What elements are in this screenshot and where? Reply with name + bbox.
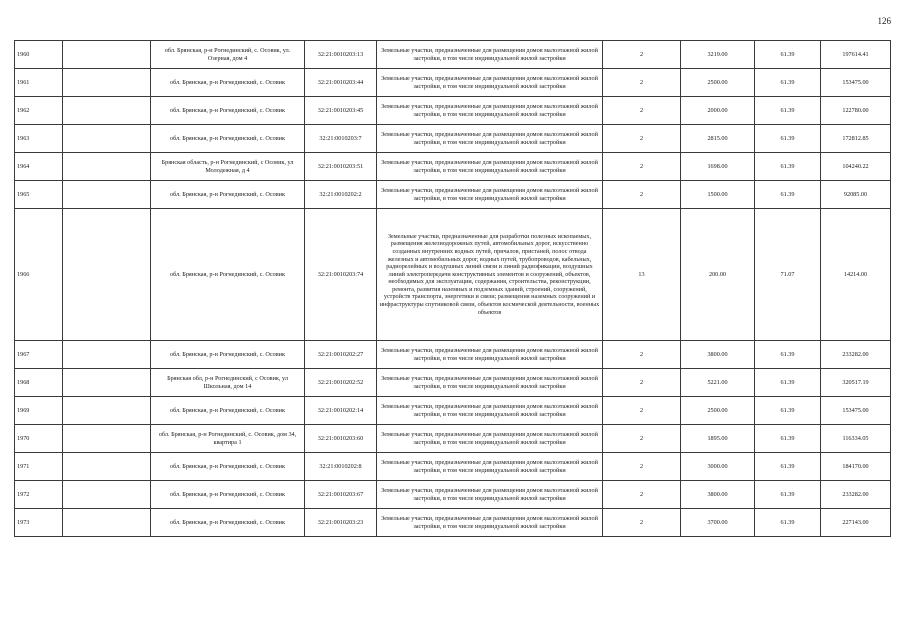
spacer-cell	[63, 69, 151, 97]
cadastral-value-cell: 197614.41	[821, 41, 891, 69]
cadastral-number-cell: 32:21:0010203:60	[305, 425, 377, 453]
row-number: 1966	[15, 209, 63, 341]
cadastral-value-cell: 92085.00	[821, 181, 891, 209]
row-number: 1970	[15, 425, 63, 453]
row-number: 1964	[15, 153, 63, 181]
land-use-cell: Земельные участки, предназначенные для размещения домов малоэтажной жилой застройки, в том числе индивидуальной жилой застройки	[377, 125, 603, 153]
cadastral-number-cell: 32:21:0010203:67	[305, 481, 377, 509]
category-cell: 2	[603, 181, 681, 209]
land-use-cell: Земельные участки, предназначенные для размещения домов малоэтажной жилой застройки, в том числе индивидуальной жилой застройки	[377, 369, 603, 397]
area-cell: 3700.00	[681, 509, 755, 537]
land-use-cell: Земельные участки, предназначенные для размещения домов малоэтажной жилой застройки, в том числе индивидуальной жилой застройки	[377, 181, 603, 209]
table-row	[15, 125, 891, 153]
category-cell: 2	[603, 153, 681, 181]
rate-cell: 61.39	[755, 41, 821, 69]
address-cell: обл. Брянская, р-н Рогнединский, с. Осовик	[151, 181, 305, 209]
spacer-cell	[63, 369, 151, 397]
land-use-cell: Земельные участки, предназначенные для размещения домов малоэтажной жилой застройки, в том числе индивидуальной жилой застройки	[377, 509, 603, 537]
land-use-cell: Земельные участки, предназначенные для размещения домов малоэтажной жилой застройки, в том числе индивидуальной жилой застройки	[377, 453, 603, 481]
spacer-cell	[63, 509, 151, 537]
cadastral-number-cell: 32:21:0010203:13	[305, 41, 377, 69]
table-body	[15, 41, 891, 537]
cadastral-value-cell: 116334.05	[821, 425, 891, 453]
cadastral-value-cell: 153475.00	[821, 69, 891, 97]
rate-cell: 61.39	[755, 153, 821, 181]
spacer-cell	[63, 425, 151, 453]
area-cell: 3219.00	[681, 41, 755, 69]
spacer-cell	[63, 181, 151, 209]
address-cell: обл. Брянская, р-н Рогнединский, с. Осовик	[151, 509, 305, 537]
address-cell: обл. Брянская, р-н Рогнединский, с. Осовик, дом 34, квартира 1	[151, 425, 305, 453]
cadastral-number-cell: 32:21:0010203:7	[305, 125, 377, 153]
address-cell: обл. Брянская, р-н Рогнединский, с. Осовик	[151, 97, 305, 125]
category-cell: 2	[603, 69, 681, 97]
category-cell: 2	[603, 369, 681, 397]
cadastral-number-cell: 32:21:0010203:45	[305, 97, 377, 125]
cadastral-value-cell: 320517.19	[821, 369, 891, 397]
row-number: 1972	[15, 481, 63, 509]
spacer-cell	[63, 97, 151, 125]
category-cell: 2	[603, 453, 681, 481]
category-cell: 2	[603, 481, 681, 509]
table-row	[15, 369, 891, 397]
address-cell: обл. Брянская, р-н Рогнединский, с. Осовик	[151, 209, 305, 341]
row-number: 1962	[15, 97, 63, 125]
area-cell: 2815.00	[681, 125, 755, 153]
cadastral-value-cell: 104240.22	[821, 153, 891, 181]
spacer-cell	[63, 209, 151, 341]
table-row	[15, 509, 891, 537]
cadastral-value-cell: 122780.00	[821, 97, 891, 125]
land-use-cell: Земельные участки, предназначенные для размещения домов малоэтажной жилой застройки, в том числе индивидуальной жилой застройки	[377, 153, 603, 181]
cadastral-number-cell: 32:21:0010203:74	[305, 209, 377, 341]
category-cell: 2	[603, 425, 681, 453]
rate-cell: 61.39	[755, 397, 821, 425]
land-use-cell: Земельные участки, предназначенные для размещения домов малоэтажной жилой застройки, в том числе индивидуальной жилой застройки	[377, 341, 603, 369]
row-number: 1971	[15, 453, 63, 481]
spacer-cell	[63, 125, 151, 153]
address-cell: Брянская область, р-н Рогнединский, с Осовик, ул Молодежная, д 4	[151, 153, 305, 181]
category-cell: 2	[603, 341, 681, 369]
land-use-cell: Земельные участки, предназначенные для размещения домов малоэтажной жилой застройки, в том числе индивидуальной жилой застройки	[377, 397, 603, 425]
area-cell: 2000.00	[681, 97, 755, 125]
cadastral-number-cell: 32:21:0010202:52	[305, 369, 377, 397]
table-row	[15, 97, 891, 125]
row-number: 1968	[15, 369, 63, 397]
address-cell: обл. Брянская, р-н Рогнединский, с. Осовик	[151, 397, 305, 425]
land-use-cell: Земельные участки, предназначенные для размещения домов малоэтажной жилой застройки, в том числе индивидуальной жилой застройки	[377, 41, 603, 69]
cadastral-value-cell: 233282.00	[821, 481, 891, 509]
cadastral-number-cell: 32:21:0010202:27	[305, 341, 377, 369]
area-cell: 200.00	[681, 209, 755, 341]
table-row	[15, 425, 891, 453]
cadastral-number-cell: 32:21:0010203:51	[305, 153, 377, 181]
area-cell: 2500.00	[681, 397, 755, 425]
row-number: 1963	[15, 125, 63, 153]
category-cell: 2	[603, 397, 681, 425]
rate-cell: 61.39	[755, 69, 821, 97]
area-cell: 1698.00	[681, 153, 755, 181]
cadastral-number-cell: 32:21:0010202:8	[305, 453, 377, 481]
row-number: 1965	[15, 181, 63, 209]
area-cell: 3800.00	[681, 341, 755, 369]
category-cell: 2	[603, 97, 681, 125]
land-use-cell: Земельные участки, предназначенные для размещения домов малоэтажной жилой застройки, в том числе индивидуальной жилой застройки	[377, 425, 603, 453]
land-use-cell: Земельные участки, предназначенные для размещения домов малоэтажной жилой застройки, в том числе индивидуальной жилой застройки	[377, 69, 603, 97]
land-registry-table	[14, 40, 891, 537]
row-number: 1960	[15, 41, 63, 69]
land-use-cell: Земельные участки, предназначенные для размещения домов малоэтажной жилой застройки, в том числе индивидуальной жилой застройки	[377, 481, 603, 509]
table-row	[15, 69, 891, 97]
address-cell: обл. Брянская, р-н Рогнединский, с. Осовик, ул. Озерная, дом 4	[151, 41, 305, 69]
row-number: 1973	[15, 509, 63, 537]
cadastral-number-cell: 32:21:0010203:23	[305, 509, 377, 537]
address-cell: обл. Брянская, р-н Рогнединский, с. Осовик	[151, 453, 305, 481]
land-use-cell: Земельные участки, предназначенные для размещения домов малоэтажной жилой застройки, в том числе индивидуальной жилой застройки	[377, 97, 603, 125]
spacer-cell	[63, 153, 151, 181]
rate-cell: 61.39	[755, 453, 821, 481]
spacer-cell	[63, 41, 151, 69]
address-cell: обл. Брянская, р-н Рогнединский, с. Осовик	[151, 69, 305, 97]
spacer-cell	[63, 481, 151, 509]
cadastral-value-cell: 227143.00	[821, 509, 891, 537]
area-cell: 5221.00	[681, 369, 755, 397]
cadastral-value-cell: 172812.85	[821, 125, 891, 153]
table-row	[15, 41, 891, 69]
rate-cell: 61.39	[755, 341, 821, 369]
row-number: 1969	[15, 397, 63, 425]
cadastral-number-cell: 32:21:0010203:44	[305, 69, 377, 97]
table-row	[15, 341, 891, 369]
address-cell: обл. Брянская, р-н Рогнединский, с. Осовик	[151, 481, 305, 509]
spacer-cell	[63, 453, 151, 481]
area-cell: 1500.00	[681, 181, 755, 209]
address-cell: обл. Брянская, р-н Рогнединский, с. Осовик	[151, 341, 305, 369]
rate-cell: 61.39	[755, 369, 821, 397]
row-number: 1961	[15, 69, 63, 97]
rate-cell: 61.39	[755, 125, 821, 153]
area-cell: 1895.00	[681, 425, 755, 453]
category-cell: 2	[603, 41, 681, 69]
rate-cell: 61.39	[755, 509, 821, 537]
cadastral-value-cell: 233282.00	[821, 341, 891, 369]
cadastral-value-cell: 184170.00	[821, 453, 891, 481]
category-cell: 2	[603, 125, 681, 153]
land-use-cell: Земельные участки, предназначенные для разработки полезных ископаемых, размещения железнодорожных путей, автомобильных дорог, искусственно созданных внутренних водных путей, причалов, пристаней, полос отвода железных и автомобильных дорог, водных путей, трубопроводов, кабельных, радиорелейных и воздушных линий связи и линий радиофикации, воздушных линий электропередачи конструктивных элементов и сооружений, объектов, необходимых для эксплуатации, содержания, строительства, реконструкции, ремонта, развития наземных и подземных зданий, строений, сооружений, устройств транспорта, энергетики и связи; размещения наземных сооружений и инфраструктуры спутниковой связи, объектов космической деятельности, военных объектов	[377, 209, 603, 341]
rate-cell: 61.39	[755, 425, 821, 453]
rate-cell: 61.39	[755, 481, 821, 509]
category-cell: 13	[603, 209, 681, 341]
table-row	[15, 153, 891, 181]
spacer-cell	[63, 341, 151, 369]
table-row	[15, 453, 891, 481]
table-row	[15, 181, 891, 209]
rate-cell: 61.39	[755, 181, 821, 209]
table-row	[15, 209, 891, 341]
rate-cell: 61.39	[755, 97, 821, 125]
area-cell: 3800.00	[681, 481, 755, 509]
category-cell: 2	[603, 509, 681, 537]
area-cell: 2500.00	[681, 69, 755, 97]
cadastral-number-cell: 32:21:0010202:2	[305, 181, 377, 209]
row-number: 1967	[15, 341, 63, 369]
cadastral-value-cell: 153475.00	[821, 397, 891, 425]
cadastral-value-cell: 14214.00	[821, 209, 891, 341]
address-cell: обл. Брянская, р-н Рогнединский, с. Осовик	[151, 125, 305, 153]
address-cell: Брянская обл, р-н Рогнединский, с Осовик, ул Школьная, дом 14	[151, 369, 305, 397]
rate-cell: 71.07	[755, 209, 821, 341]
page-number: 126	[877, 16, 891, 26]
area-cell: 3000.00	[681, 453, 755, 481]
spacer-cell	[63, 397, 151, 425]
table-row	[15, 397, 891, 425]
cadastral-number-cell: 32:21:0010202:14	[305, 397, 377, 425]
table-row	[15, 481, 891, 509]
